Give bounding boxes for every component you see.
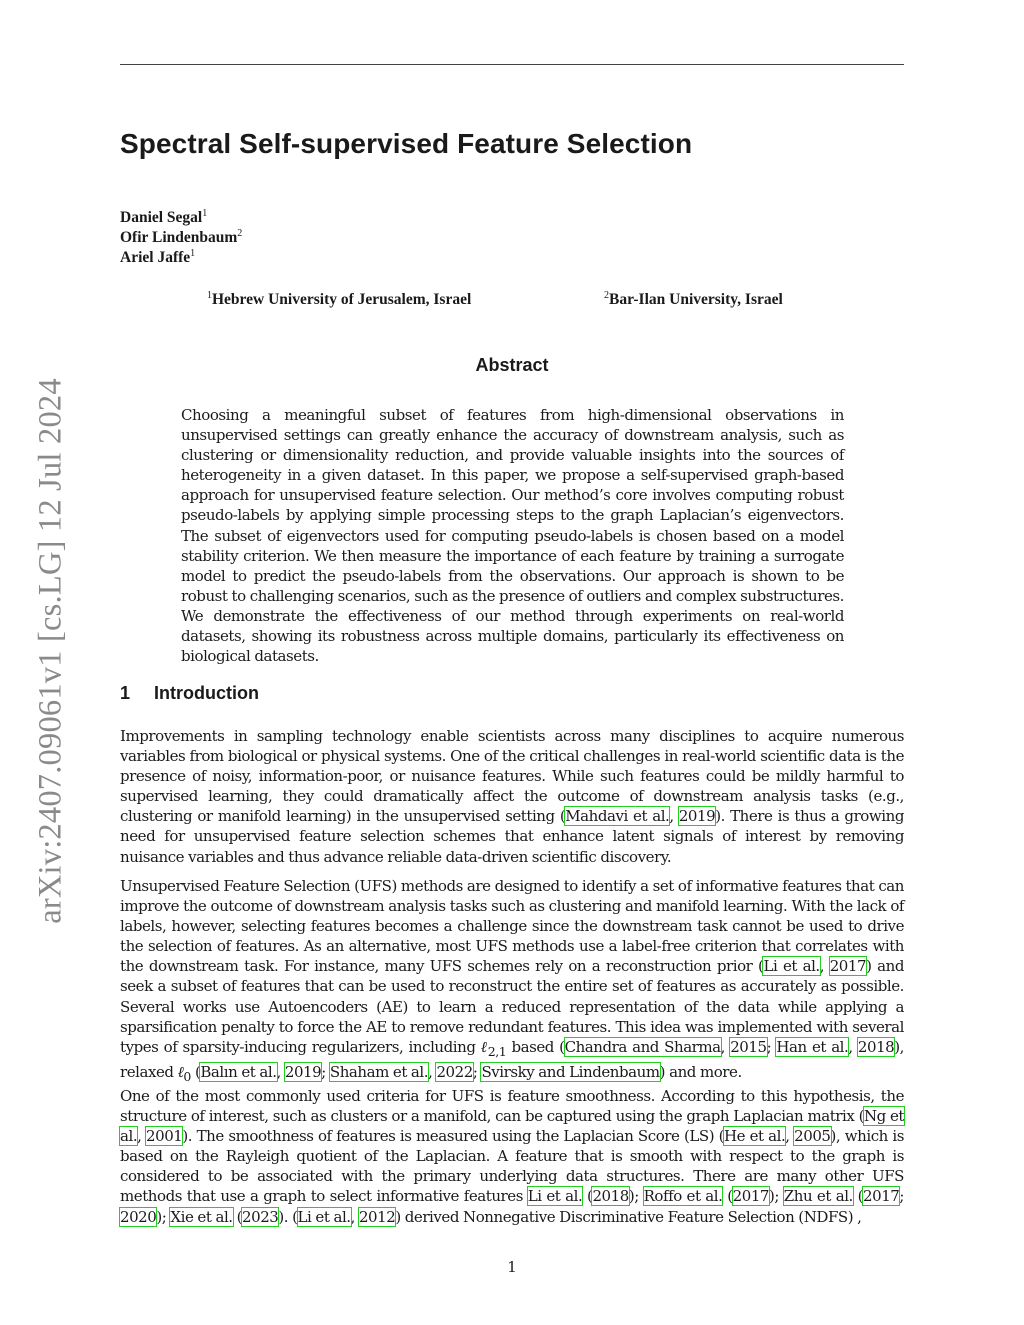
text: ( — [232, 1207, 243, 1226]
text: based ( — [506, 1037, 565, 1056]
math-symbol: ℓ — [177, 1062, 184, 1081]
citation-link[interactable]: Balın et al. — [200, 1062, 277, 1081]
citation-link[interactable]: Han et al. — [776, 1037, 849, 1056]
abstract-heading: Abstract — [475, 355, 549, 375]
citation-link[interactable]: 2017 — [732, 1187, 770, 1206]
affiliation-name: Bar-Ilan University, Israel — [609, 291, 783, 308]
text: ). There is thus a growing need for unsupervised feature selection schemes that enhance latent signals of interest by removing nuisance variables and thus advance reliable data-driven scientific discovery. — [120, 807, 904, 866]
text: , — [669, 807, 679, 826]
citation-link[interactable]: 2018 — [592, 1187, 629, 1206]
author — [120, 228, 242, 248]
text: ( — [582, 1187, 593, 1206]
citation-link[interactable]: 2023 — [242, 1207, 279, 1226]
citation-link[interactable]: Li et al. — [297, 1207, 351, 1226]
citation-link[interactable]: Chandra and Sharma — [564, 1037, 721, 1056]
affiliation — [207, 291, 471, 309]
affiliation-name: Hebrew University of Jerusalem, Israel — [212, 291, 472, 308]
author-name: Daniel Segal — [120, 209, 203, 226]
citation-link[interactable]: Mahdavi et al. — [565, 807, 670, 826]
text: Unsupervised Feature Selection (UFS) methods are designed to identify a set of informative features that can improve the outcome of downstream analysis tasks such as clustering and manifold learning. With the lack of labels, however, selecting features becomes a challenge since the downstream task cannot be used to drive the selection of features. As an alternative, most UFS methods use a label-free criterion that correlates with the downstream task. For instance, many UFS schemes rely on a reconstruction prior ( — [120, 877, 904, 976]
text: ); — [628, 1187, 644, 1206]
section-number: 1 — [120, 683, 131, 703]
author-name: Ariel Jaffe — [120, 249, 191, 266]
math-symbol: ℓ — [480, 1037, 488, 1056]
top-rule — [120, 64, 904, 65]
text: , — [720, 1037, 731, 1056]
text: ) derived Nonnegative Discriminative Feature Selection (NDFS) , — [395, 1207, 862, 1226]
paragraph — [120, 876, 904, 1087]
affiliation-number: 2 — [604, 290, 609, 301]
text: , — [819, 957, 830, 976]
text: ; — [766, 1037, 777, 1056]
citation-link[interactable]: 2022 — [436, 1062, 473, 1081]
author-list — [120, 208, 242, 268]
citation-link[interactable]: 2017 — [863, 1187, 900, 1206]
citation-link[interactable]: Li et al. — [763, 957, 820, 976]
text: , — [137, 1127, 147, 1146]
citation-link[interactable]: 2019 — [678, 807, 716, 826]
text: ) and seek a subset of features that can be used to reconstruct the entire set of features as accurately as possible. Several works use Autoencoders (AE) to learn a reduced representation of the data while applying a sparsification penalty to force the AE to remove redundant features. This idea was implemented with several types of sparsity-inducing regularizers, including — [120, 957, 904, 1056]
citation-link[interactable]: He et al. — [724, 1127, 786, 1146]
text: ( — [852, 1187, 864, 1206]
math-subscript: 0 — [183, 1068, 191, 1084]
section-title: Introduction — [154, 683, 259, 703]
paragraph — [120, 726, 904, 867]
abstract-text: Choosing a meaningful subset of features from high-dimensional observations in unsupervised settings can greatly enhance the accuracy of downstream analysis, such as clustering or dimensionality reduction, and provide valuable insights into the sources of heterogeneity in a given dataset. In this paper, we propose a self-supervised graph-based approach for unsupervised feature selection. Our method’s core involves computing robust pseudo-labels by applying simple processing steps to the graph Laplacian’s eigenvectors. The subset of eigenvectors used for computing pseudo-labels is chosen based on a model stability criterion. We then measure the importance of each feature by training a surrogate model to predict the pseudo-labels from the observations. Our approach is shown to be robust to challenging scenarios, such as the presence of outliers and complex substructures. We demonstrate the effectiveness of our method through experiments on real-world datasets, showing its robustness across multiple domains, particularly its effectiveness on biological datasets. — [181, 406, 844, 666]
author-name: Ofir Lindenbaum — [120, 229, 238, 246]
author-affiliation-mark: 1 — [190, 248, 196, 259]
text: ). The smoothness of features is measured using the Laplacian Score (LS) ( — [182, 1127, 725, 1146]
arxiv-id: arXiv:2407.09061v1 [cs.LG] 12 Jul 2024 — [32, 378, 69, 924]
citation-link[interactable]: Shaham et al. — [329, 1062, 429, 1081]
author-affiliation-mark: 2 — [237, 228, 243, 239]
author — [120, 208, 242, 228]
text: , — [276, 1062, 285, 1081]
text: , — [428, 1062, 437, 1081]
text: ( — [190, 1062, 201, 1081]
citation-link[interactable]: Li et al. — [527, 1187, 583, 1206]
text: ) and more. — [659, 1062, 742, 1081]
affiliation — [604, 291, 783, 309]
citation-link[interactable]: Ng et al. — [120, 1107, 904, 1146]
text: ; — [321, 1062, 330, 1081]
text: ), which is based on the Rayleigh quotient of the Laplacian. A feature that is smooth with respect to the graph is considered to be associated with the primary underlying data structures. There are many other UFS methods that use a graph to select informative features — [120, 1127, 904, 1206]
citation-link[interactable]: 2015 — [730, 1037, 767, 1056]
citation-link[interactable]: 2019 — [284, 1062, 322, 1081]
text: , — [848, 1037, 858, 1056]
citation-link[interactable]: 2012 — [358, 1207, 396, 1226]
citation-link[interactable]: 2017 — [829, 957, 867, 976]
paragraph — [120, 1086, 904, 1227]
text: ; — [472, 1062, 482, 1081]
text: ); — [769, 1187, 784, 1206]
citation-link[interactable]: Svirsky and Lindenbaum — [481, 1062, 660, 1081]
citation-link[interactable]: 2020 — [120, 1207, 157, 1226]
citation-link[interactable]: Roffo et al. — [643, 1187, 723, 1206]
page-number: 1 — [507, 1258, 517, 1276]
section-heading — [120, 683, 259, 704]
arxiv-sidebar — [0, 0, 69, 1325]
text: ; — [899, 1187, 905, 1206]
text: , — [785, 1127, 795, 1146]
citation-link[interactable]: 2018 — [857, 1037, 895, 1056]
citation-link[interactable]: Zhu et al. — [783, 1187, 853, 1206]
text: ); — [156, 1207, 171, 1226]
text: One of the most commonly used criteria for UFS is feature smoothness. According to this hypothesis, the structure of interest, such as clusters or a manifold, can be captured using the graph Laplacian matrix ( — [120, 1087, 904, 1126]
author-affiliation-mark: 1 — [202, 208, 208, 219]
citation-link[interactable]: 2001 — [146, 1127, 183, 1146]
text: ), relaxed — [120, 1037, 905, 1081]
citation-link[interactable]: Xie et al. — [170, 1207, 233, 1226]
paper-title: Spectral Self-supervised Feature Selection — [120, 128, 693, 159]
text: Improvements in sampling technology enable scientists across many disciplines to acquire numerous variables from biological or physical systems. One of the critical challenges in real-world scientific data is the presence of noisy, information-poor, or nuisance features. While such features could be mildly harmful to supervised learning, they could dramatically affect the outcome of downstream analysis tasks (e.g., clustering or manifold learning) in the unsupervised setting ( — [120, 727, 904, 826]
text: ). ( — [278, 1207, 298, 1226]
text: , — [350, 1207, 359, 1226]
math-subscript: 2,1 — [487, 1043, 507, 1059]
affiliation-number: 1 — [207, 290, 212, 301]
text: ( — [722, 1187, 733, 1206]
author — [120, 248, 242, 268]
citation-link[interactable]: 2005 — [794, 1127, 831, 1146]
